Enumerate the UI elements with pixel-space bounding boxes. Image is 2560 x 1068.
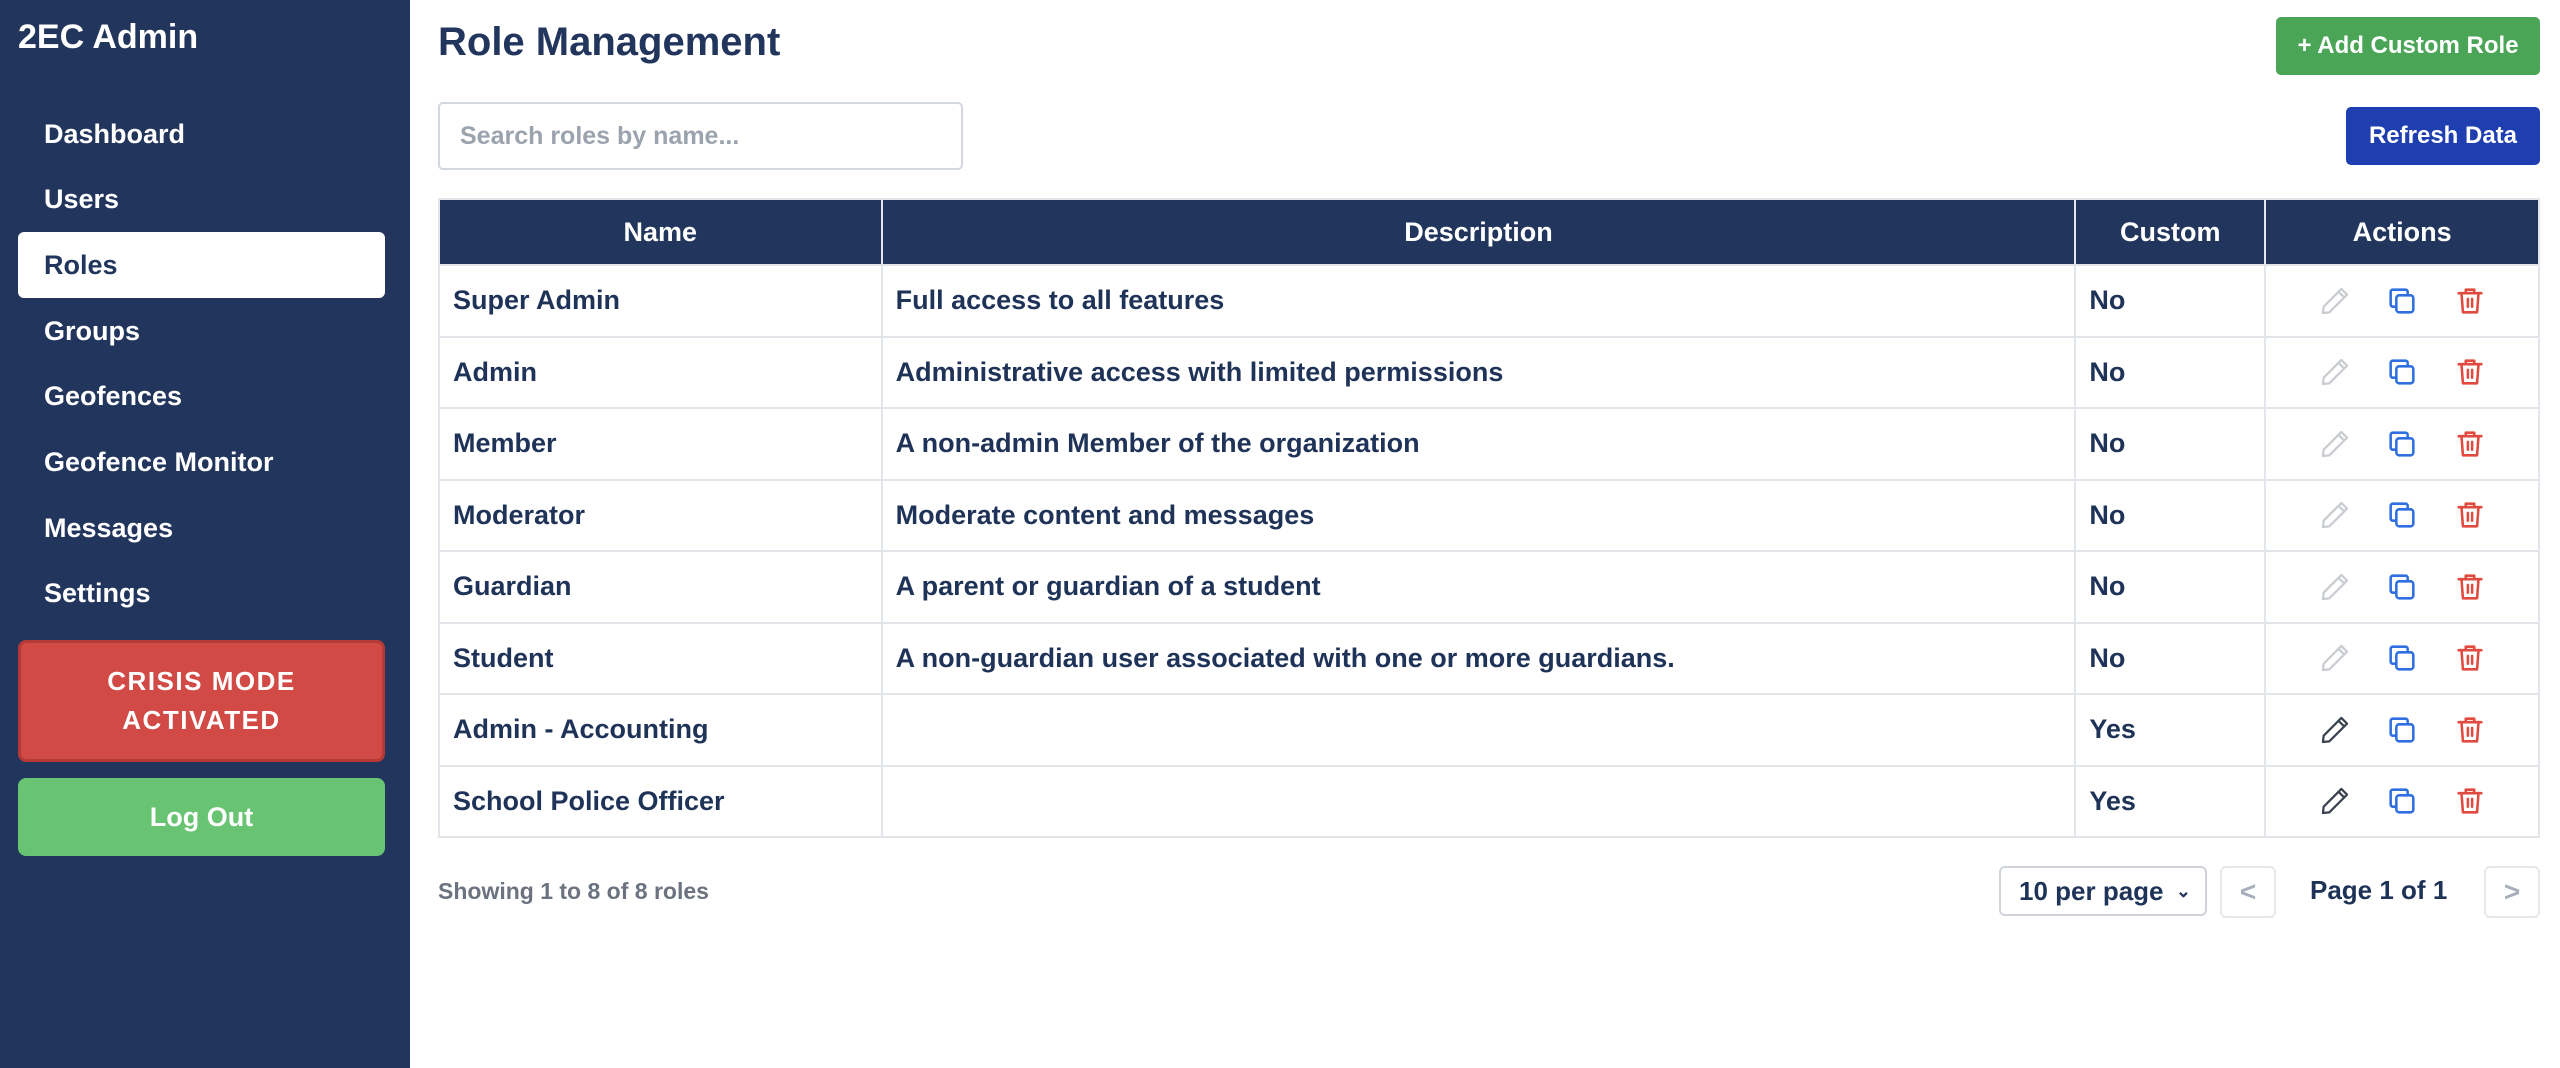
role-description: A non-admin Member of the organization — [882, 408, 2076, 480]
refresh-data-button[interactable]: Refresh Data — [2346, 107, 2540, 165]
pencil-icon — [2318, 284, 2352, 318]
role-custom: No — [2075, 265, 2265, 337]
chevron-down-icon: ⌄ — [2175, 881, 2191, 901]
search-input[interactable] — [438, 102, 963, 170]
role-name: Member — [439, 408, 882, 480]
copy-icon[interactable] — [2385, 355, 2419, 389]
row-actions — [2265, 265, 2539, 337]
prev-page-button[interactable]: < — [2220, 866, 2276, 918]
pencil-icon[interactable] — [2318, 713, 2352, 747]
table-row — [439, 623, 2539, 695]
copy-icon[interactable] — [2385, 498, 2419, 532]
pencil-icon — [2318, 427, 2352, 461]
role-description: Administrative access with limited permissions — [882, 337, 2076, 409]
sidebar-item-geofence-monitor[interactable]: Geofence Monitor — [44, 447, 274, 477]
role-custom: No — [2075, 337, 2265, 409]
trash-icon[interactable] — [2453, 427, 2487, 461]
trash-icon[interactable] — [2453, 498, 2487, 532]
column-header-actions: Actions — [2265, 199, 2539, 265]
sidebar-item-messages[interactable]: Messages — [44, 513, 174, 543]
row-actions — [2265, 623, 2539, 695]
table-row — [439, 551, 2539, 623]
row-actions — [2265, 408, 2539, 480]
row-actions — [2265, 766, 2539, 838]
role-name: Admin — [439, 337, 882, 409]
role-description: Full access to all features — [882, 265, 2076, 337]
table-header-row — [439, 199, 2539, 265]
pencil-icon — [2318, 641, 2352, 675]
trash-icon[interactable] — [2453, 784, 2487, 818]
row-actions — [2265, 694, 2539, 766]
role-name: School Police Officer — [439, 766, 882, 838]
add-custom-role-button[interactable]: + Add Custom Role — [2276, 17, 2540, 75]
role-custom: No — [2075, 480, 2265, 552]
row-actions — [2265, 480, 2539, 552]
table-row — [439, 265, 2539, 337]
role-name: Guardian — [439, 551, 882, 623]
pencil-icon — [2318, 498, 2352, 532]
role-custom: Yes — [2075, 766, 2265, 838]
next-page-button[interactable]: > — [2484, 866, 2540, 918]
role-description — [882, 766, 2076, 838]
per-page-select[interactable] — [1999, 866, 2207, 916]
copy-icon[interactable] — [2385, 427, 2419, 461]
role-description: Moderate content and messages — [882, 480, 2076, 552]
row-actions — [2265, 337, 2539, 409]
role-custom: No — [2075, 408, 2265, 480]
role-name: Moderator — [439, 480, 882, 552]
role-custom: No — [2075, 623, 2265, 695]
role-description — [882, 694, 2076, 766]
sidebar-item-geofences[interactable]: Geofences — [44, 381, 183, 411]
sidebar-item-dashboard[interactable]: Dashboard — [44, 119, 186, 149]
trash-icon[interactable] — [2453, 355, 2487, 389]
trash-icon[interactable] — [2453, 713, 2487, 747]
role-name: Super Admin — [439, 265, 882, 337]
role-custom: Yes — [2075, 694, 2265, 766]
role-name: Student — [439, 623, 882, 695]
trash-icon[interactable] — [2453, 570, 2487, 604]
column-header-description: Description — [882, 199, 2076, 265]
pencil-icon — [2318, 355, 2352, 389]
copy-icon[interactable] — [2385, 784, 2419, 818]
showing-count: Showing 1 to 8 of 8 roles — [438, 878, 709, 904]
pencil-icon[interactable] — [2318, 784, 2352, 818]
trash-icon[interactable] — [2453, 641, 2487, 675]
sidebar-item-users[interactable]: Users — [44, 184, 120, 214]
pencil-icon — [2318, 570, 2352, 604]
per-page-value: 10 per page — [2019, 876, 2164, 906]
copy-icon[interactable] — [2385, 284, 2419, 318]
table-row — [439, 694, 2539, 766]
copy-icon[interactable] — [2385, 641, 2419, 675]
column-header-name: Name — [439, 199, 882, 265]
sidebar-item-roles[interactable]: Roles — [18, 232, 385, 298]
page-title: Role Management — [438, 20, 781, 64]
brand-title: 2EC Admin — [18, 18, 199, 56]
sidebar — [0, 0, 410, 1068]
table-row — [439, 337, 2539, 409]
table-row — [439, 408, 2539, 480]
page-info: Page 1 of 1 — [2310, 875, 2448, 905]
role-description: A non-guardian user associated with one or more guardians. — [882, 623, 2076, 695]
trash-icon[interactable] — [2453, 284, 2487, 318]
copy-icon[interactable] — [2385, 713, 2419, 747]
copy-icon[interactable] — [2385, 570, 2419, 604]
table-row — [439, 480, 2539, 552]
sidebar-item-groups[interactable]: Groups — [44, 316, 141, 346]
row-actions — [2265, 551, 2539, 623]
role-description: A parent or guardian of a student — [882, 551, 2076, 623]
crisis-mode-button[interactable]: CRISIS MODE ACTIVATED — [18, 640, 385, 762]
role-custom: No — [2075, 551, 2265, 623]
column-header-custom: Custom — [2075, 199, 2265, 265]
table-row — [439, 766, 2539, 838]
logout-button[interactable]: Log Out — [18, 778, 385, 856]
roles-table — [438, 198, 2540, 838]
sidebar-item-settings[interactable]: Settings — [44, 578, 151, 608]
role-name: Admin - Accounting — [439, 694, 882, 766]
